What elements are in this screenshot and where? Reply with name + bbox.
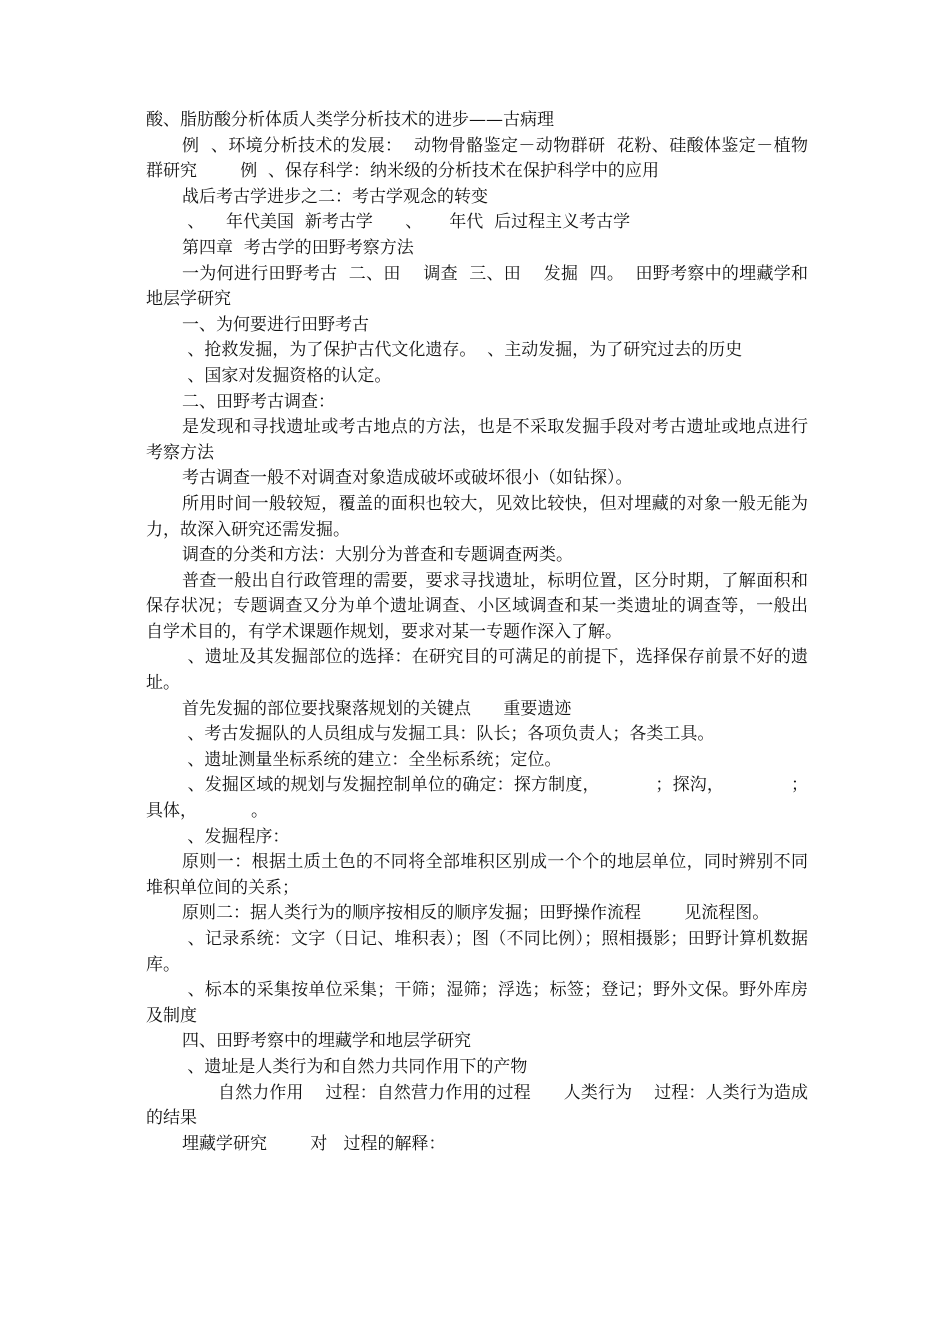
document-body <box>146 108 808 1157</box>
list-item: 、记录系统：文字（日记、堆积表）；图（不同比例）；照相摄影；田野计算机数据库。 <box>146 929 809 975</box>
list-item: 、发掘程序： <box>182 826 290 847</box>
paragraph: 首先发掘的部位要找聚落规划的关键点 重要遗迹 <box>182 698 572 719</box>
chapter-heading: 第四章 考古学的田野考察方法 <box>182 237 414 258</box>
paragraph: 自然力作用 过程：自然营力作用的过程 人类行为 过程：人类行为造成的结果 <box>146 1082 808 1129</box>
section-heading: 四、田野考察中的埋藏学和地层学研究 <box>182 1031 471 1052</box>
chapter-outline: 一为何进行田野考古 二、田 调查 三、田 发掘 四。 田野考察中的埋藏学和地层学研究 <box>146 263 808 310</box>
list-item: 、遗址及其发掘部位的选择：在研究目的可满足的前提下，选择保存前景不好的遗址。 <box>146 647 809 694</box>
list-item: 、考古发掘队的人员组成与发掘工具：队长；各项负责人；各类工具。 <box>182 724 715 745</box>
paragraph: 原则二：据人类行为的顺序按相反的顺序发掘；田野操作流程 见流程图。 <box>182 903 770 924</box>
list-item: 、标本的采集按单位采集；干筛；湿筛；浮选；标签；登记；野外文保。野外库房及制度 <box>146 980 809 1026</box>
paragraph: 所用时间一般较短，覆盖的面积也较大，见效比较快，但对埋藏的对象一般无能为力，故深入研究还需发掘。 <box>146 493 808 540</box>
paragraph: 、 年代美国 新考古学 、 年代 后过程主义考古学 <box>182 212 631 233</box>
section-heading: 一、为何要进行田野考古 <box>182 314 369 335</box>
list-item: 、遗址是人类行为和自然力共同作用下的产物 <box>182 1056 528 1077</box>
list-item: 、抢救发掘，为了保护古代文化遗存。 、主动发掘，为了研究过去的历史 <box>182 340 743 361</box>
list-item: 、发掘区域的规划与发掘控制单位的确定：探方制度， ；探沟， ；具体， 。 <box>146 775 808 822</box>
paragraph: 调查的分类和方法：大别分为普查和专题调查两类。 <box>182 545 573 566</box>
section-heading: 战后考古学进步之二：考古学观念的转变 <box>182 186 488 207</box>
list-item: 、国家对发掘资格的认定。 <box>182 365 392 386</box>
paragraph: 考古调查一般不对调查对象造成破坏或破坏很小（如钻探）。 <box>182 468 633 489</box>
paragraph: 原则一：根据土质土色的不同将全部堆积区别成一个个的地层单位，同时辨别不同堆积单位间的关系； <box>146 852 808 898</box>
paragraph: 普查一般出自行政管理的需要，要求寻找遗址，标明位置，区分时期，了解面积和保存状况；专题调查又分为单个遗址调查、小区域调查和某一类遗址的调查等，一般出自学术目的，有学术课题作规划，要求对某一专题作深入了解。 <box>146 570 808 642</box>
paragraph: 例 、环境分析技术的发展： 动物骨骼鉴定－动物群研 花粉、硅酸体鉴定－植物群研究 例 、保存科学：纳米级的分析技术在保护科学中的应用 <box>146 135 808 182</box>
list-item: 、遗址测量坐标系统的建立：全坐标系统；定位。 <box>182 749 562 770</box>
paragraph: 酸、脂肪酸分析体质人类学分析技术的进步——古病理 <box>146 110 554 130</box>
paragraph: 是发现和寻找遗址或考古地点的方法，也是不采取发掘手段对考古遗址或地点进行考察方法 <box>146 417 808 463</box>
paragraph: 埋藏学研究 对 过程的解释： <box>182 1133 446 1154</box>
section-heading: 二、田野考古调查： <box>182 391 335 412</box>
